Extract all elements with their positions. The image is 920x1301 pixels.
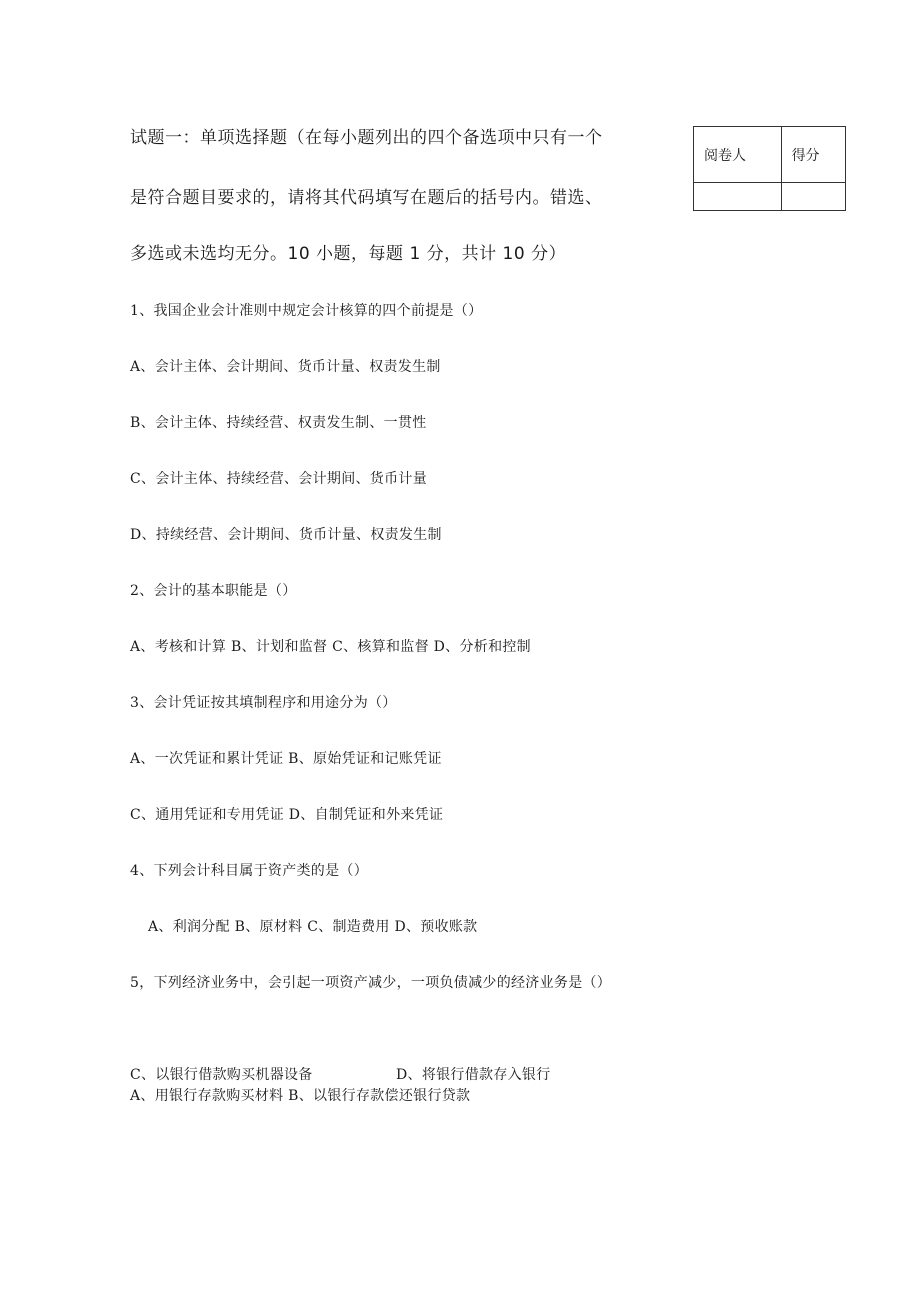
section-title-line-2: 是符合题目要求的，请将其代码填写在题后的括号内。错选、 — [130, 188, 603, 208]
reviewer-value — [694, 183, 782, 211]
question-2: 2、会计的基本职能是（） — [130, 583, 297, 599]
question-1-option-b: B、会计主体、持续经营、权责发生制、一贯性 — [130, 415, 427, 431]
question-2-options: A、考核和计算 B、计划和监督 C、核算和监督 D、分析和控制 — [130, 639, 531, 655]
question-4-options: A、利润分配 B、原材料 C、制造费用 D、预收账款 — [148, 919, 478, 935]
question-5-option-d: D、将银行借款存入银行 — [396, 1067, 551, 1083]
question-5-options-ab: A、用银行存款购买材料 B、以银行存款偿还银行贷款 — [130, 1088, 471, 1104]
score-table — [693, 126, 846, 211]
question-3: 3、会计凭证按其填制程序和用途分为（） — [130, 695, 397, 711]
question-1: 1、我国企业会计准则中规定会计核算的四个前提是（） — [130, 303, 483, 319]
section-title-line-1: 试题一：单项选择题（在每小题列出的四个备选项中只有一个 — [130, 128, 603, 148]
question-3-options-cd: C、通用凭证和专用凭证 D、自制凭证和外来凭证 — [130, 807, 444, 823]
section-title-line-3: 多选或未选均无分。10 小题，每题 1 分，共计 10 分） — [130, 244, 567, 264]
question-1-option-c: C、会计主体、持续经营、会计期间、货币计量 — [130, 471, 428, 487]
score-value — [781, 183, 845, 211]
question-5: 5，下列经济业务中，会引起一项资产减少，一项负债减少的经济业务是（） — [130, 975, 612, 991]
question-4: 4、下列会计科目属于资产类的是（） — [130, 863, 369, 879]
reviewer-label: 阅卷人 — [694, 127, 782, 183]
question-5-option-c: C、以银行借款购买机器设备 — [130, 1067, 313, 1083]
question-1-option-d: D、持续经营、会计期间、货币计量、权责发生制 — [130, 527, 442, 543]
question-3-options-ab: A、一次凭证和累计凭证 B、原始凭证和记账凭证 — [130, 751, 442, 767]
question-1-option-a: A、会计主体、会计期间、货币计量、权责发生制 — [130, 359, 441, 375]
score-label: 得分 — [781, 127, 845, 183]
